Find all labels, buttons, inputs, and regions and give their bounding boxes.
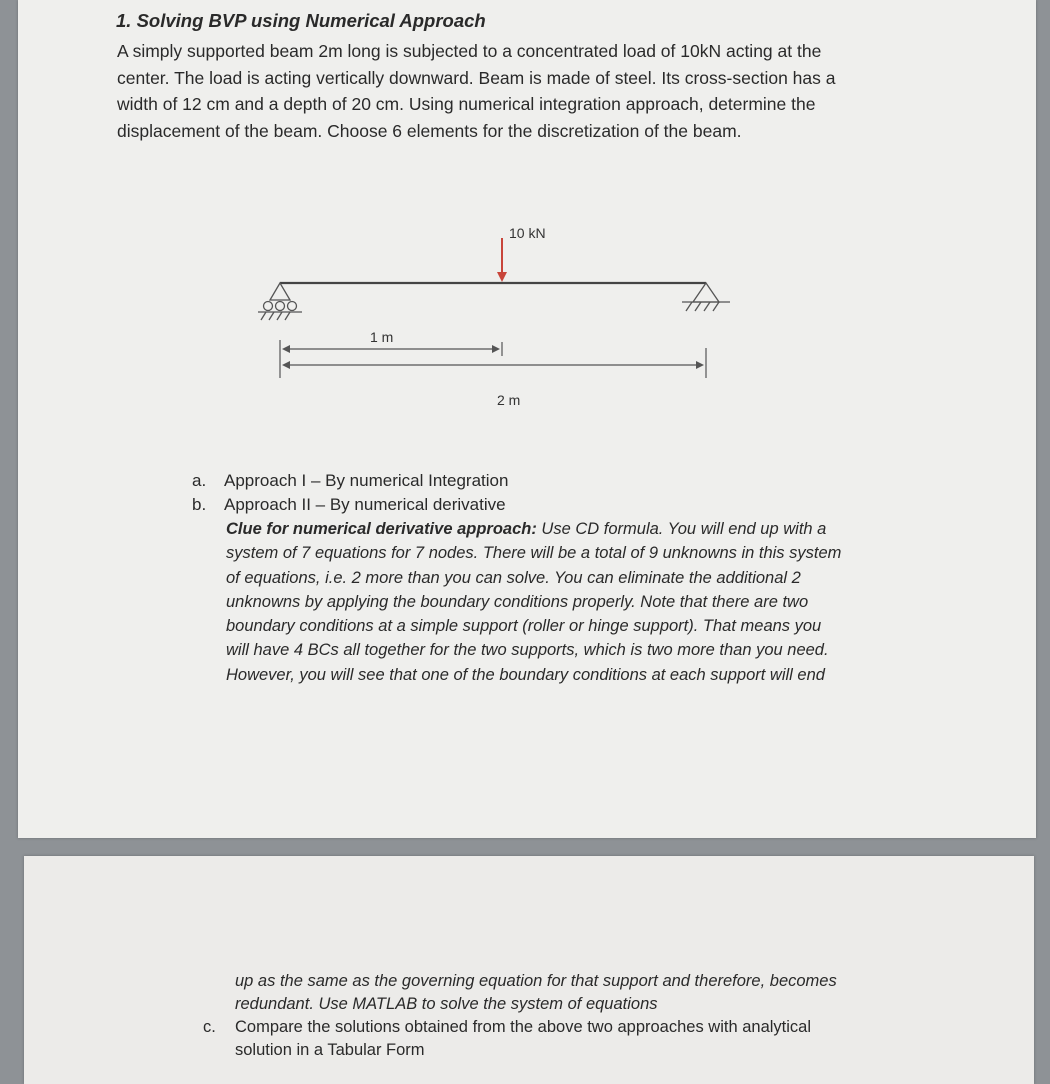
statement-line: displacement of the beam. Choose 6 elements for the discretization of the beam. [117,120,742,141]
statement-line: width of 12 cm and a depth of 20 cm. Using numerical integration approach, determine the [117,94,816,114]
problem-title: 1. Solving BVP using Numerical Approach [116,10,486,31]
clue-line: will have 4 BCs all together for the two supports, which is two more than you need. [226,641,829,660]
task-item-b [192,493,508,517]
task-item-a [192,469,508,493]
roller-support-icon [258,283,302,320]
dim-half-label: 1 m [370,329,394,345]
clue-line: of equations, i.e. 2 more than you can solve. You can eliminate the additional 2 [226,568,801,587]
clue-line: boundary conditions at a simple support (roller or hinge support). That means you [226,617,822,636]
task-text: Approach II – By numerical derivative [224,495,506,514]
clue-paragraph [226,517,841,687]
clue-continuation [235,970,837,1015]
load-label: 10 kN [509,225,546,241]
task-marker: c. [203,1018,216,1036]
clue-line: unknowns by applying the boundary conditions properly. Note that there are two [226,592,809,611]
clue-line: up as the same as the governing equation for that support and therefore, becomes [235,972,837,990]
hinge-support-icon [682,283,730,311]
clue-line: system of 7 equations for 7 nodes. There will be a total of 9 unknowns in this system [226,544,842,563]
statement-line: center. The load is acting vertically downward. Beam is made of steel. Its cross-section has a [117,67,836,88]
task-marker: a. [192,471,207,490]
dim-full-label: 2 m [497,392,521,408]
task-text: Approach I – By numerical Integration [224,471,509,490]
clue-line: redundant. Use MATLAB to solve the system of equations [235,994,658,1013]
task-item-c [203,1016,811,1061]
document-page-2 [24,856,1034,1084]
statement-line: A simply supported beam 2m long is subjected to a concentrated load of 10kN acting at the [117,41,822,61]
task-marker: b. [192,495,207,514]
document-page-1 [18,0,1036,838]
clue-line: Clue for numerical derivative approach: Use CD formula. You will end up with a [226,520,827,538]
beam-diagram [18,0,1036,430]
task-text: Compare the solutions obtained from the above two approaches with analytical solution in a Tabular Form [235,1018,812,1059]
clue-heading: Clue for numerical derivative approach: [226,520,537,538]
clue-line: However, you will see that one of the boundary conditions at each support will end [226,665,825,684]
load-arrowhead [497,272,507,282]
task-list [192,469,508,517]
